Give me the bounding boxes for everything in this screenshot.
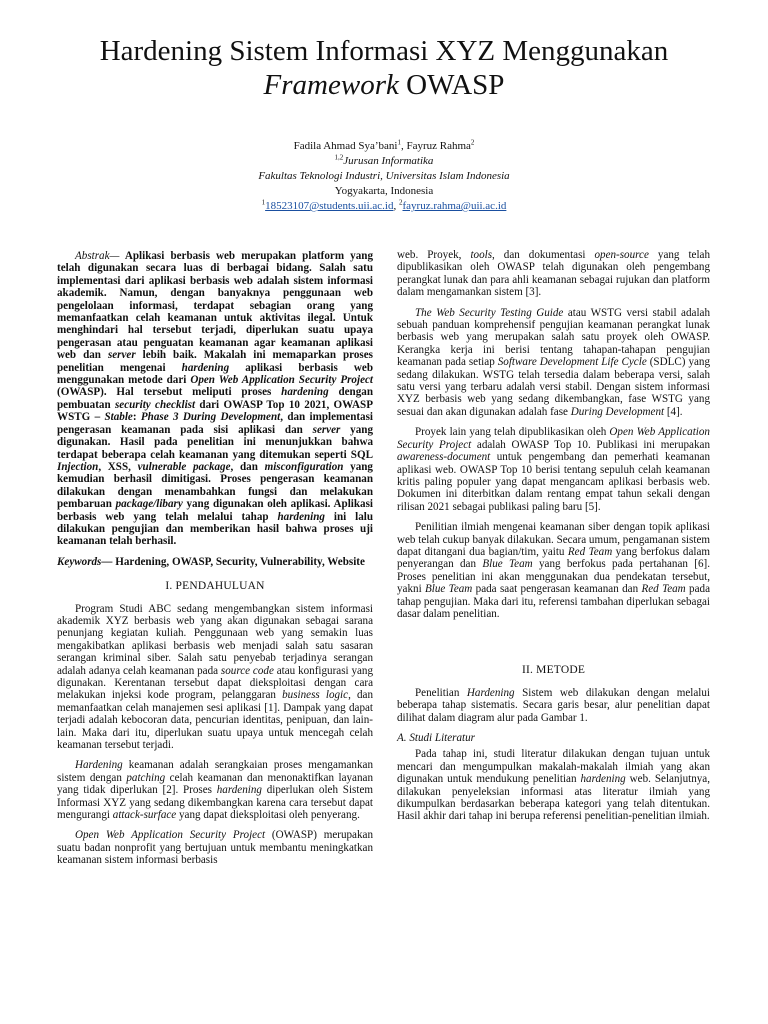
right-column <box>397 249 710 831</box>
author-faculty: Fakultas Teknologi Industri, Universitas Islam Indonesia <box>258 170 510 182</box>
body-paragraph: Penelitian Hardening Sistem web dilakukan dengan melalui beberapa tahap sistematis. Secara garis besar, alur penelitian dapat dilihat dalam diagram alur pada Gambar 1. <box>397 686 710 724</box>
title-line-1: Hardening Sistem Informasi XYZ Menggunakan <box>99 35 669 67</box>
abstract-paragraph: Abstrak— Aplikasi berbasis web merupakan platform yang telah digunakan secara luas di berbagai bidang. Salah satu implementasi dari aplikasi berbasis web adalah sistem informasi akademik. Namun, dengan banyaknya penggunaan web pengelolaan informasi, terdapat sebagian orang yang memanfaatkan celah keamanan untuk aktivitas ilegal. Untuk menghindari hal tersebut terjadi, diperlukan suatu upaya pengerasan atau penguatan keamanan agar keamanan aplikasi web dan server lebih baik. Makalah ini memaparkan proses penelitian mengenai hardening aplikasi berbasis web menggunakan metode dari Open Web Application Security Project (OWASP). Hal tersebut meliputi proses hardening dengan pembuatan security checklist dari OWASP Top 10 2021, OWASP WSTG – Stable: Phase 3 During Development, dan implementasi pengerasan keamanan pada sisi aplikasi dan server yang digunakan. Hasil pada penelitian ini menunjukkan bahwa terdapat beberapa celah keamanan yang ditemukan seperti SQL Injection, XSS, vulnerable package, dan misconfiguration yang kemudian berhasil dimitigasi. Proses pengerasan keamanan dilakukan dengan menambahkan fungsi dan melakukan pembaruan package/libary yang digunakan oleh aplikasi. Aplikasi berbasis web yang telah melalui tahap hardening ini lalu dilakukan pengujian dan memberikan hasil bahwa proses uji keamanan telah berhasil. <box>57 250 374 548</box>
left-column <box>57 250 373 875</box>
author-emails: $^1$18523107@students.uii.ac.id, $^2$fayruz.rahma@uii.ac.id <box>261 198 507 212</box>
body-paragraph: Program Studi ABC sedang mengembangkan sistem informasi akademik XYZ berbasis web yang akan digunakan sebagai sarana penunjang kegiatan kuliah. Penggunaan web yang semakin luas mengakibatkan aplikasi berbasis web menjadi salah satu sasaran serangan kriminal siber. Salah satu penyebab terjadinya serangan adalah adanya celah keamanan pada source code atau konfigurasi yang digunakan. Kerentanan tersebut dapat dieksploitasi dengan cara melakukan injeksi kode program, pelanggaran business logic, dan memanfaatkan celah manajemen sesi aplikasi [1]. Dampak yang dapat terjadi adalah kebocoran data, pencurian identitas, penipuan, dan lain-lain. Maka dari itu, diperlukan suatu upaya untuk mencegah celah keamanan tersebut terjadi. <box>57 602 374 752</box>
title-framework-word: Framework <box>263 69 399 101</box>
keywords-paragraph: Keywords— Hardening, OWASP, Security, Vulnerability, Website <box>57 555 365 568</box>
body-paragraph: Proyek lain yang telah dipublikasikan oleh Open Web Application Security Project adalah OWASP Top 10. Publikasi ini merupakan awareness-document untuk pengembang dan pemerhati keamanan aplikasi web. OWASP Top 10 berisi tentang sepuluh celah keamanan kritis paling populer yang dapat mengancam aplikasi berbasis web. Dokumen ini diterbitkan dalam rentang empat tahun sekali dengan rilisan 2021 sebagai publikasi paling baru [5]. <box>397 426 710 513</box>
subsection-heading-studi-literatur: A. Studi Literatur <box>397 732 475 744</box>
author-names: Fadila Ahmad Sya’bani$^1$, Fayruz Rahma$^2$ <box>293 138 475 152</box>
email-link-1[interactable]: 18523107@students.uii.ac.id <box>265 200 394 212</box>
email-link-2[interactable]: fayruz.rahma@uii.ac.id <box>402 200 507 212</box>
author-city: Yogyakarta, Indonesia <box>334 185 434 197</box>
paper-title <box>0 34 768 102</box>
body-paragraph: Pada tahap ini, studi literatur dilakukan dengan tujuan untuk mencari dan mengumpulkan makalah-makalah ilmiah yang akan digunakan untuk mendukung penelitian hardening web. Selanjutnya, dilakukan penyeleksian informasi atas literatur ilmiah yang dikumpulkan berdasarkan beberapa kategori yang telah ditentukan. Hasil akhir dari tahap ini berupa referensi penelitian-penelitian ilmiah. <box>397 748 711 823</box>
section-heading-pendahuluan: I. PENDAHULUAN <box>165 580 265 593</box>
body-paragraph: The Web Security Testing Guide atau WSTG versi stabil adalah sebuah panduan komprehensif pengujian keamanan perangkat lunak berbasis web yang merupakan salah satu proyek oleh OWASP. Kerangka kerja ini berisi tentang tahapan-tahapan pengujian keamanan pada setiap Software Development Life Cycle (SDLC) yang sedang dilakukan. WSTG telah tersedia dalam beberapa versi, salah satu versi yang terbaru adalah versi stabil. Dengan sistem informasi XYZ berbasis web yang sedang dikembangkan, fase WSTG yang sesuai dan akan digunakan adalah fase During Development [4]. <box>397 306 711 418</box>
section-gap <box>397 628 710 652</box>
body-paragraph: web. Proyek, tools, dan dokumentasi open-source yang telah dipublikasikan oleh OWASP telah digunakan oleh pengembang perangkat lunak dan para ahli keamanan sebagai rujukan dan platform dalam mengamankan sistem [3]. <box>397 249 711 299</box>
body-paragraph: Open Web Application Security Project (OWASP) merupakan suatu badan nonprofit yang bertujuan untuk membantu meningkatkan keamanan sistem informasi berbasis <box>57 829 373 867</box>
author-block <box>0 139 768 214</box>
body-paragraph: Penilitian ilmiah mengenai keamanan siber dengan topik aplikasi web telah cukup banyak dilakukan. Secara umum, pengamanan sistem dapat ditangani dua bagian/tim, yaitu Red Team yang berfokus dalam penyerangan dan Blue Team yang berfokus pada pertahanan [6]. Proses penelitian ini akan menggunakan dua pendekatan tersebut, yakni Blue Team pada saat pengerasan keamanan dan Red Team pada tahap pengujian. Maka dari itu, referensi tambahan diperlukan sebagai dasar dalam penelitian. <box>397 521 711 620</box>
section-heading-metode: II. METODE <box>521 664 586 677</box>
author-department: $^{1,2}$Jurusan Informatika <box>334 153 434 167</box>
body-paragraph: Hardening keamanan adalah serangkaian proses mengamankan sistem dengan patching celah keamanan dan menonaktifkan layanan yang tidak diperlukan [2]. Proses hardening diperlukan oleh Sistem Informasi XYZ yang sedang dikembangkan karena cara tersebut dapat mengurangi attack-surface yang dapat dieksploitasi oleh penyerang. <box>57 759 374 822</box>
title-line-2: OWASP <box>398 69 505 101</box>
